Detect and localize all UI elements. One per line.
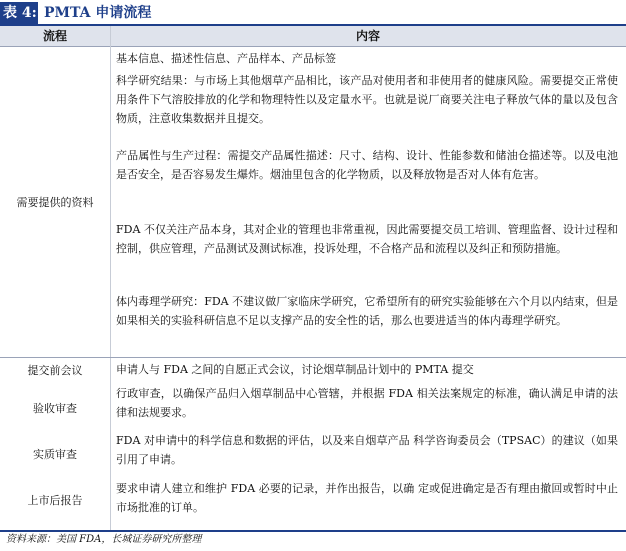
row-materials-para-5: 体内毒理学研究：FDA 不建议做厂家临床学研究，它希望所有的研究实验能够在六个月以内结束，但是如果相关的实验科研信息不足以支撑产品的安全性的话，那么也要进适当的体内毒理学研究。 [116, 295, 618, 327]
row-materials-para-2: 科学研究结果：与市场上其他烟草产品相比，该产品对使用者和非使用者的健康风险。需要提交正常使用条件下气溶胶排放的化学和物理特性以及定量水平。也就是说厂商要关注电子释放气体的量以及包含物质，注意收集数据并且提交。 [116, 74, 618, 125]
table-title: PMTA 申请流程 [44, 5, 152, 21]
row-postmarket-para: 要求申请人建立和维护 FDA 必要的记录，并作出报告，以确 定或促进确定是否有理由撤回或暂时中止市场批准的订单。 [116, 482, 618, 514]
row-separator [0, 357, 626, 358]
table-bottom-border [0, 530, 626, 532]
table-title-bar [0, 2, 626, 26]
source-note: 资料来源：美国 FDA，长城证券研究所整理 [6, 534, 202, 545]
column-header-content: 内容 [355, 29, 380, 43]
row-pre-meeting-para: 申请人与 FDA 之间的自愿正式会议，讨论烟草制品计划中的 PMTA 提交 [116, 363, 474, 376]
row-materials-para-4: FDA 不仅关注产品本身，其对企业的管理也非常重视，因此需要提交员工培训、管理监督、设计过程和控制，供应管理，产品测试及测试标准，投诉处理，不合格产品和流程以及纠正和预防措施。 [116, 223, 618, 255]
table-number-label: 表 4: [0, 2, 38, 24]
row-step-substantive-review: 实质审查 [33, 448, 77, 461]
table-header [0, 26, 626, 47]
column-divider [110, 26, 111, 530]
row-substantive-para: FDA 对申请中的科学信息和数据的评估，以及来自烟草产品 科学咨询委员会（TPSAC）的建议（如果引用了申请。 [116, 434, 618, 466]
column-header-step: 流程 [42, 29, 67, 43]
row-step-pre-meeting: 提交前会议 [27, 364, 83, 377]
row-materials-para-1: 基本信息、描述性信息、产品样本、产品标签 [116, 52, 336, 65]
row-step-materials: 需要提供的资料 [16, 196, 94, 209]
row-materials-para-3: 产品属性与生产过程：需提交产品属性描述：尺寸、结构、设计、性能参数和储油仓描述等。以及电池是否安全，是否容易发生爆炸。烟油里包含的化学物质，以及释放物是否对人体有危害。 [116, 149, 618, 181]
row-step-postmarket-report: 上市后报告 [27, 494, 83, 507]
row-step-acceptance-review: 验收审查 [33, 402, 77, 415]
row-acceptance-para: 行政审查，以确保产品归入烟草制品中心管辖，并根据 FDA 相关法案规定的标准，确认满足申请的法律和法规要求。 [116, 387, 618, 419]
